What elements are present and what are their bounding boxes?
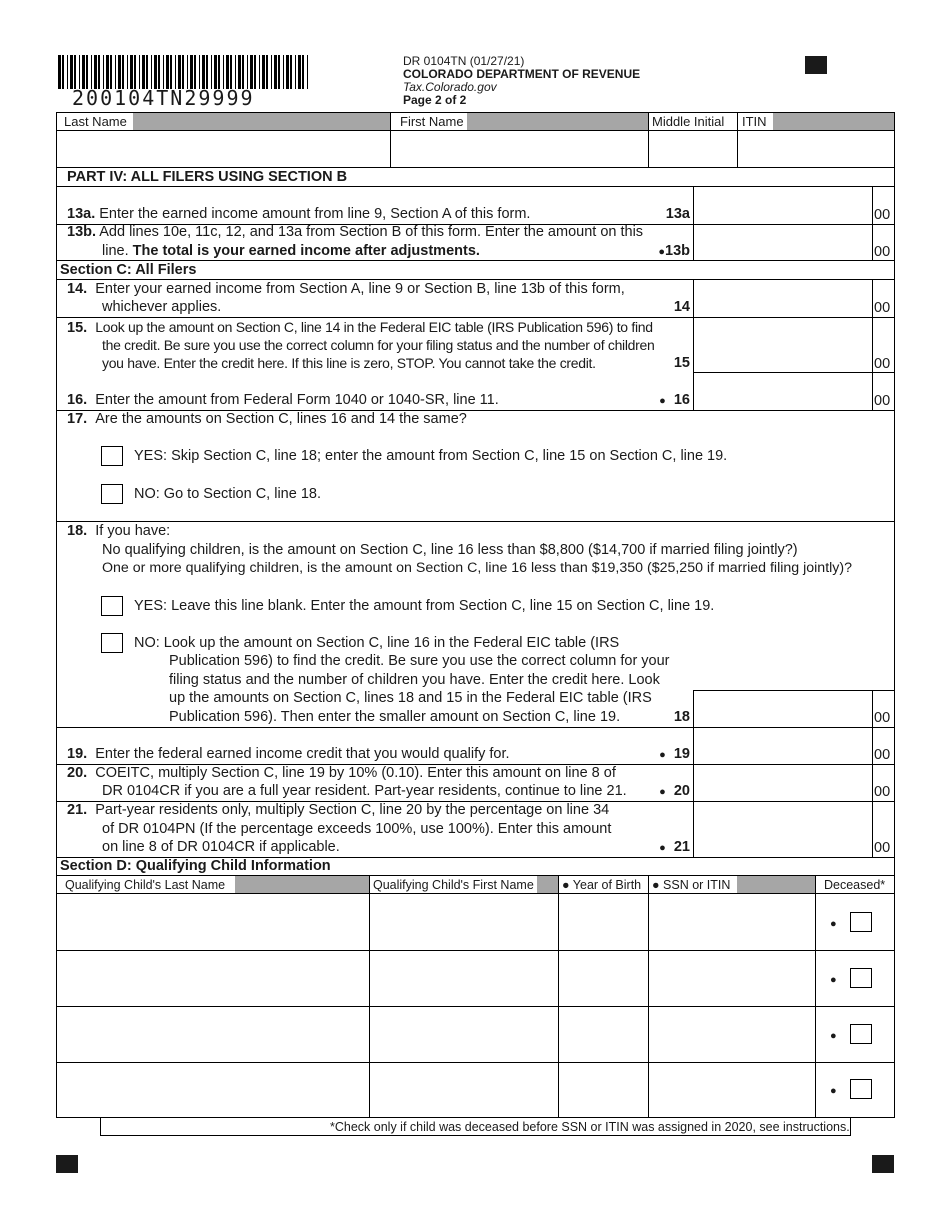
child-ssn-itin-input[interactable] bbox=[649, 951, 815, 1006]
line-17-no-checkbox[interactable] bbox=[101, 484, 123, 504]
line-17-yes-checkbox[interactable] bbox=[101, 446, 123, 466]
barcode-bar bbox=[91, 55, 92, 89]
barcode-bar bbox=[154, 55, 157, 89]
line-18-no-label4: up the amounts on Section C, lines 18 and 15 in the Federal EIC table (IRS bbox=[169, 690, 652, 706]
deceased-checkbox[interactable] bbox=[850, 1079, 872, 1099]
barcode-bar bbox=[307, 55, 308, 89]
section-c-title: Section C: All Filers bbox=[60, 262, 197, 278]
child-year-of-birth-input[interactable] bbox=[559, 1063, 648, 1117]
barcode-bar bbox=[79, 55, 80, 89]
child-first-name-input[interactable] bbox=[370, 894, 558, 950]
line-13a-code: 13a bbox=[665, 206, 690, 222]
table-row bbox=[56, 894, 895, 950]
barcode-bar bbox=[259, 55, 260, 89]
line-18-no-checkbox[interactable] bbox=[101, 633, 123, 653]
line-15-text2: the credit. Be sure you use the correct column for your filing status and the number of children bbox=[102, 337, 655, 353]
barcode-bar bbox=[218, 55, 220, 89]
line-13a-amount-input[interactable] bbox=[694, 204, 872, 224]
line-19-number: 19. bbox=[67, 746, 88, 762]
section-d-title: Section D: Qualifying Child Information bbox=[60, 858, 331, 874]
barcode-bar bbox=[302, 55, 304, 89]
line-14-text1: Enter your earned income from Section A, line 9 or Section B, line 13b of this form, bbox=[95, 281, 625, 297]
child-first-name-input[interactable] bbox=[370, 1063, 558, 1117]
bullet: ● bbox=[830, 974, 837, 986]
barcode-bar bbox=[122, 55, 124, 89]
line-21-cents: 00 bbox=[874, 840, 891, 856]
line-18-no-label3: filing status and the number of children you have. Enter the credit here. Look bbox=[169, 672, 660, 688]
line-13b-text2a: line. bbox=[102, 243, 129, 259]
line-15-cents: 00 bbox=[874, 356, 891, 372]
barcode-bar bbox=[146, 55, 148, 89]
barcode-bar bbox=[206, 55, 208, 89]
line-21-text3: on line 8 of DR 0104CR if applicable. bbox=[102, 839, 340, 855]
line-19-cents: 00 bbox=[874, 747, 891, 763]
barcode-bar bbox=[290, 55, 292, 89]
deceased-checkbox[interactable] bbox=[850, 968, 872, 988]
line-19-code: 19 bbox=[673, 746, 690, 762]
line-14-code: 14 bbox=[673, 299, 690, 315]
last-name-input[interactable] bbox=[57, 131, 390, 167]
website: Tax.Colorado.gov bbox=[403, 80, 497, 94]
line-14-number: 14. bbox=[67, 281, 88, 297]
bullet: ● bbox=[830, 918, 837, 930]
col-year-of-birth: ● Year of Birth bbox=[562, 878, 642, 892]
col-ssn-itin: ● SSN or ITIN bbox=[652, 878, 731, 892]
barcode-bar bbox=[247, 55, 248, 89]
line-14-text2: whichever applies. bbox=[102, 299, 222, 315]
department-name: COLORADO DEPARTMENT OF REVENUE bbox=[403, 67, 641, 81]
barcode-bar bbox=[235, 55, 236, 89]
line-16-cents: 00 bbox=[874, 393, 891, 409]
barcode-bar bbox=[223, 55, 224, 89]
line-21-code: 21 bbox=[673, 839, 690, 855]
barcode-bar bbox=[274, 55, 277, 89]
line-20-number: 20. bbox=[67, 765, 88, 781]
barcode-bar bbox=[286, 55, 289, 89]
child-ssn-itin-input[interactable] bbox=[649, 1007, 815, 1062]
barcode-bar bbox=[175, 55, 176, 89]
barcode-bar bbox=[158, 55, 160, 89]
line-19-text: Enter the federal earned income credit that you would qualify for. bbox=[95, 746, 510, 762]
child-year-of-birth-input[interactable] bbox=[559, 894, 648, 950]
line-18-text1: If you have: bbox=[95, 523, 171, 539]
barcode-bar bbox=[254, 55, 256, 89]
line-18-cents: 00 bbox=[874, 710, 891, 726]
barcode-bar bbox=[242, 55, 244, 89]
barcode-bar bbox=[58, 55, 61, 89]
barcode-bar bbox=[187, 55, 188, 89]
line-13a-number: 13a. bbox=[67, 206, 96, 222]
barcode-bar bbox=[230, 55, 232, 89]
barcode-bar bbox=[199, 55, 200, 89]
line-17-number: 17. bbox=[67, 411, 88, 427]
child-ssn-itin-input[interactable] bbox=[649, 1063, 815, 1117]
registration-mark-bottom-left bbox=[56, 1155, 78, 1173]
line-20-cents: 00 bbox=[874, 784, 891, 800]
table-row bbox=[56, 1062, 895, 1117]
barcode-bar bbox=[67, 55, 68, 89]
registration-mark-bottom-right bbox=[872, 1155, 894, 1173]
bullet: ● bbox=[830, 1030, 837, 1042]
part4-title: PART IV: ALL FILERS USING SECTION B bbox=[67, 169, 348, 185]
bullet: ● bbox=[659, 786, 666, 798]
itin-label: ITIN bbox=[742, 114, 767, 129]
line-13b-amount-input[interactable] bbox=[694, 225, 872, 260]
barcode-bar bbox=[163, 55, 164, 89]
line-21-text1: Part-year residents only, multiply Section C, line 20 by the percentage on line 34 bbox=[95, 802, 610, 818]
line-19-amount-input[interactable] bbox=[694, 728, 872, 764]
col-deceased: Deceased* bbox=[824, 878, 886, 892]
line-16-code: 16 bbox=[673, 392, 690, 408]
barcode-bar bbox=[250, 55, 253, 89]
child-first-name-input[interactable] bbox=[370, 1007, 558, 1062]
line-17-no-label: NO: Go to Section C, line 18. bbox=[134, 486, 321, 502]
barcode-bar bbox=[271, 55, 272, 89]
barcode-bar bbox=[62, 55, 64, 89]
barcode-bar bbox=[295, 55, 296, 89]
line-16-amount-input[interactable] bbox=[694, 373, 872, 410]
page-number: Page 2 of 2 bbox=[403, 93, 467, 107]
itin-input[interactable] bbox=[738, 131, 894, 167]
line-13a-text: Enter the earned income amount from line 9, Section A of this form. bbox=[99, 206, 531, 222]
line-14-cents: 00 bbox=[874, 300, 891, 316]
line-18-no-label2: Publication 596) to find the credit. Be sure you use the correct column for your bbox=[169, 653, 670, 669]
bullet: ● bbox=[659, 749, 666, 761]
barcode-bar bbox=[106, 55, 109, 89]
barcode-bar bbox=[190, 55, 193, 89]
barcode-bar bbox=[211, 55, 212, 89]
table-row bbox=[56, 1006, 895, 1062]
barcode-bar bbox=[82, 55, 85, 89]
line-13a-cents: 00 bbox=[874, 207, 891, 223]
line-17-yes-label: YES: Skip Section C, line 18; enter the amount from Section C, line 15 on Section C, line 19. bbox=[134, 448, 728, 464]
barcode-bar bbox=[139, 55, 140, 89]
barcode-bar bbox=[98, 55, 100, 89]
line-15-amount-input[interactable] bbox=[694, 318, 872, 373]
barcode-bar bbox=[278, 55, 280, 89]
barcode-bar bbox=[170, 55, 172, 89]
child-last-name-input[interactable] bbox=[57, 951, 369, 1006]
line-13b-cents: 00 bbox=[874, 244, 891, 260]
barcode-bar bbox=[266, 55, 268, 89]
barcode-bar bbox=[202, 55, 205, 89]
barcode-bar bbox=[194, 55, 196, 89]
barcode-number: 200104TN29999 bbox=[72, 86, 255, 110]
barcode-bar bbox=[298, 55, 301, 89]
line-20-code: 20 bbox=[673, 783, 690, 799]
child-ssn-itin-input[interactable] bbox=[649, 894, 815, 950]
line-18-text3: One or more qualifying children, is the amount on Section C, line 16 less than $19,350 ($25,250 if married filing jointly)? bbox=[102, 560, 852, 576]
child-last-name-input[interactable] bbox=[57, 1007, 369, 1062]
form-id: DR 0104TN (01/27/21) bbox=[403, 54, 525, 68]
bullet: ● bbox=[830, 1085, 837, 1097]
line-18-amount-input[interactable] bbox=[694, 691, 872, 727]
last-name-label: Last Name bbox=[64, 114, 127, 129]
barcode-bar bbox=[182, 55, 184, 89]
barcode-bar bbox=[262, 55, 265, 89]
line-15-text3: you have. Enter the credit here. If this line is zero, STOP. You cannot take the credit. bbox=[102, 355, 596, 371]
bullet: ● bbox=[658, 246, 665, 258]
barcode-bar bbox=[118, 55, 121, 89]
line-20-text2: DR 0104CR if you are a full year resident. Part-year residents, continue to line 21. bbox=[102, 783, 627, 799]
barcode-bar bbox=[166, 55, 169, 89]
line-15-number: 15. bbox=[67, 320, 88, 336]
line-15-text1: Look up the amount on Section C, line 14 in the Federal EIC table (IRS Publication 596) to find bbox=[95, 319, 653, 335]
first-name-label: First Name bbox=[400, 114, 464, 129]
col-child-first-name: Qualifying Child's First Name bbox=[373, 878, 534, 892]
barcode-bar bbox=[178, 55, 181, 89]
line-18-yes-label: YES: Leave this line blank. Enter the amount from Section C, line 15 on Section C, line 19. bbox=[134, 598, 715, 614]
line-18-number: 18. bbox=[67, 523, 88, 539]
footnote: *Check only if child was deceased before SSN or ITIN was assigned in 2020, see instructions. bbox=[330, 1120, 850, 1134]
barcode-bar bbox=[110, 55, 112, 89]
deceased-checkbox[interactable] bbox=[850, 1024, 872, 1044]
barcode-bar bbox=[127, 55, 128, 89]
table-row bbox=[56, 950, 895, 1006]
middle-initial-input[interactable] bbox=[649, 131, 737, 167]
registration-mark-top-right bbox=[805, 56, 827, 74]
barcode-bar bbox=[151, 55, 152, 89]
line-13b-number: 13b. bbox=[67, 224, 97, 240]
barcode-bar bbox=[103, 55, 104, 89]
line-20-text1: COEITC, multiply Section C, line 19 by 10% (0.10). Enter this amount on line 8 of bbox=[95, 765, 616, 781]
first-name-input[interactable] bbox=[391, 131, 648, 167]
barcode-bar bbox=[70, 55, 73, 89]
col-child-last-name: Qualifying Child's Last Name bbox=[65, 878, 226, 892]
line-14-amount-input[interactable] bbox=[694, 281, 872, 317]
line-18-no-label5: Publication 596). Then enter the smaller amount on Section C, line 19. bbox=[169, 709, 621, 725]
line-21-amount-input[interactable] bbox=[694, 802, 872, 857]
line-18-yes-checkbox[interactable] bbox=[101, 596, 123, 616]
line-13b-text2b: The total is your earned income after adjustments. bbox=[132, 243, 480, 259]
line-13b-text1: Add lines 10e, 11c, 12, and 13a from Section B of this form. Enter the amount on this bbox=[99, 224, 644, 240]
child-last-name-input[interactable] bbox=[57, 1063, 369, 1117]
barcode-bar bbox=[94, 55, 97, 89]
line-20-amount-input[interactable] bbox=[694, 765, 872, 801]
barcode-bar bbox=[115, 55, 116, 89]
barcode-bar bbox=[134, 55, 136, 89]
barcode-bar bbox=[130, 55, 133, 89]
barcode-bar bbox=[283, 55, 284, 89]
line-18-code: 18 bbox=[673, 709, 690, 725]
line-21-text2: of DR 0104PN (If the percentage exceeds 100%, use 100%). Enter this amount bbox=[102, 821, 612, 837]
barcode-bar bbox=[214, 55, 217, 89]
line-21-number: 21. bbox=[67, 802, 88, 818]
child-year-of-birth-input[interactable] bbox=[559, 1007, 648, 1062]
line-15-code: 15 bbox=[673, 355, 690, 371]
barcode-bar bbox=[142, 55, 145, 89]
bullet: ● bbox=[659, 842, 666, 854]
child-year-of-birth-input[interactable] bbox=[559, 951, 648, 1006]
barcode-bar bbox=[238, 55, 241, 89]
line-13b-code: 13b bbox=[665, 243, 690, 259]
child-first-name-input[interactable] bbox=[370, 951, 558, 1006]
barcode-bar bbox=[86, 55, 88, 89]
line-18-text2: No qualifying children, is the amount on Section C, line 16 less than $8,800 ($14,700 if married filing jointly?) bbox=[102, 542, 798, 558]
barcode-bar bbox=[226, 55, 229, 89]
child-last-name-input[interactable] bbox=[57, 894, 369, 950]
line-17-text: Are the amounts on Section C, lines 16 and 14 the same? bbox=[95, 411, 467, 427]
line-16-number: 16. bbox=[67, 392, 88, 408]
deceased-checkbox[interactable] bbox=[850, 912, 872, 932]
barcode bbox=[58, 55, 310, 89]
bullet: ● bbox=[659, 395, 666, 407]
barcode-bar bbox=[74, 55, 76, 89]
line-18-no-label1: NO: Look up the amount on Section C, line 16 in the Federal EIC table (IRS bbox=[134, 635, 620, 651]
line-16-text: Enter the amount from Federal Form 1040 or 1040-SR, line 11. bbox=[95, 392, 499, 408]
middle-initial-label: Middle Initial bbox=[652, 114, 725, 129]
